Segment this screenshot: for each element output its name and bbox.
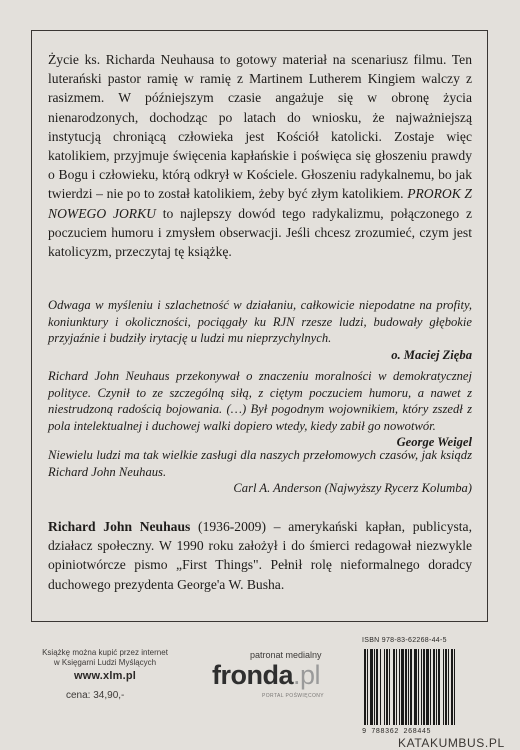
logo-main: fronda — [212, 660, 293, 690]
quote-text: Richard John Neuhaus przekonywał o znaczeniu moralności w demokratycznej polityce. Czynił to ze szczególną siłą, z ciętym poczuciem humoru, a nawet z niestrudzoną radością bojowania. (…) Był pogodnym wojownikiem, który zszedł z pola intelektualnej i duchowej walki dopiero wtedy, kiedy zabił go nowotwór. — [48, 369, 472, 433]
media-patron-label: patronat medialny — [250, 650, 322, 660]
blurb-tail: to najlepszy dowód tego radykalizmu, połączonego z poczuciem humoru i zmysłem obserwacji. Jeśli chcesz zrozumieć, czym jest katolicyzm, przeczytaj tę książkę. — [48, 205, 472, 260]
shop-url: www.xlm.pl — [73, 670, 137, 682]
quote-author: o. Maciej Zięba — [391, 347, 472, 362]
bio-name: Richard John Neuhaus — [48, 519, 191, 534]
logo-dot: .pl — [293, 660, 321, 690]
blurb-book-title: PROROK Z NOWEGO JORKU — [48, 186, 472, 221]
quote-anderson — [48, 447, 472, 497]
purchase-info — [30, 648, 180, 681]
quote-author: Carl A. Anderson (Najwyższy Rycerz Kolumba) — [233, 481, 472, 496]
isbn-label: ISBN 978-83-62268-44-5 — [362, 637, 447, 644]
isbn-barcode — [362, 649, 480, 729]
quote-text: Odwaga w myśleniu i szlachetność w działaniu, całkowicie niepodatne na profity, koniunktury i okoliczności, pociągały ku RJN rzesze ludzi, budowały głębokie przyjaźnie i budziły irytację u ludzi mu nieprzychylnych. — [48, 298, 472, 346]
watermark: KATAKUMBUS.PL — [398, 736, 505, 750]
fronda-logo — [212, 660, 320, 691]
purchase-line-2: w Księgarni Ludzi Myślących — [53, 658, 157, 667]
blurb-paragraph: Życie ks. Richarda Neuhausa to gotowy materiał na scenariusz filmu. Ten luterański pastor ramię w ramię z Martinem Lutherem Kingiem walczy z rasizmem. W późniejszym czasie angażuje się w obronę życia nienarodzonych, dochodząc po latach do wniosku, że najważniejszą instytucją chroniącą człowieka jest Kościół katolicki. Zostaje więc katolikiem, przyjmuje święcenia kapłańskie i poświęca się głoszeniu prawdy o Bogu i człowieku, którą odkrył w Kościele. Głoszeniu radykalnemu, bo jak twierdzi – nie po to został katolikiem, żeby być złym katolikiem. — [48, 52, 472, 202]
author-bio — [48, 517, 472, 594]
purchase-line-1: Książkę można kupić przez internet — [42, 648, 168, 657]
quote-text: Niewielu ludzi ma tak wielkie zasługi dla naszych przełomowych czasów, jak ksiądz Richard John Neuhaus. — [48, 448, 472, 479]
quote-author: George Weigel — [396, 435, 472, 450]
price-label: cena: 34,90,- — [66, 690, 125, 701]
logo-subtitle: PORTAL POŚWIĘCONY — [262, 693, 324, 699]
back-cover-blurb — [48, 50, 472, 261]
barcode-digits: 9 788362 268445 — [362, 728, 432, 736]
quote-zieba — [48, 297, 472, 363]
bio-text: (1936-2009) – amerykański kapłan, publicysta, działacz społeczny. W 1990 roku założył i do śmierci redagował niezwykle opiniotwórcze pismo „First Things". Pełnił rolę nieformalnego doradcy duchowego prezydenta George'a W. Busha. — [48, 519, 472, 592]
quote-weigel — [48, 368, 472, 451]
